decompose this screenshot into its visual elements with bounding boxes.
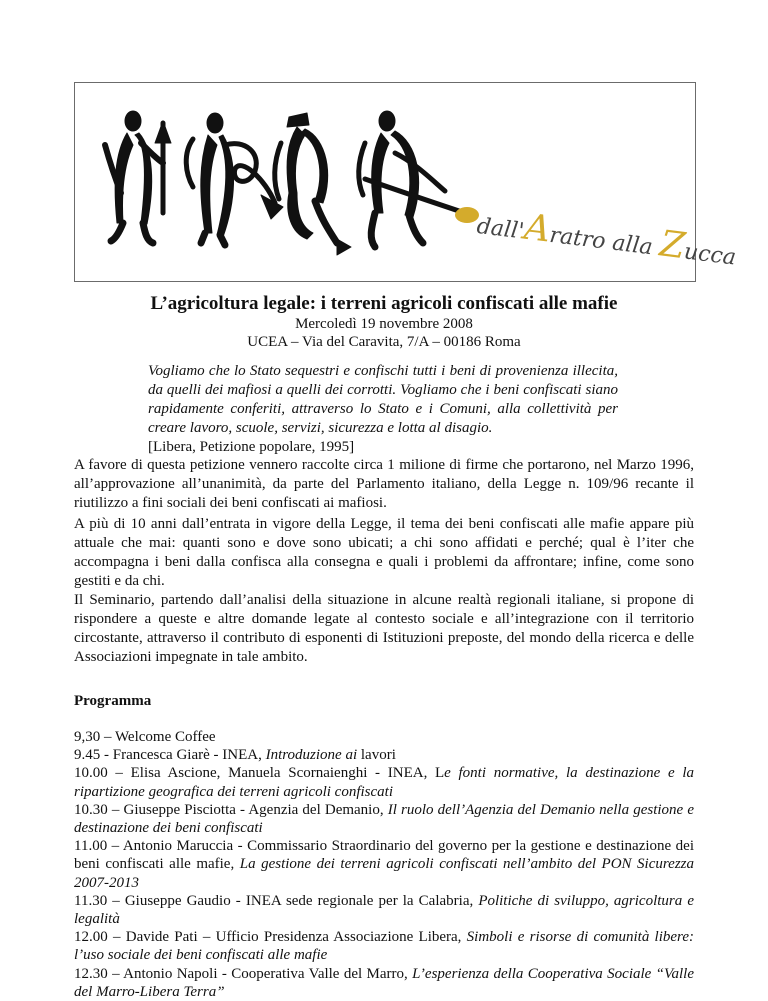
program-item: 11.30 – Giuseppe Gaudio - INEA sede regionale per la Calabria, Politiche di sviluppo, agricoltura e legalità [74,892,694,928]
logo-banner [74,82,738,282]
logo-wordmark: dall'Aratro alla Zucca [475,206,738,271]
paragraph-petition: A favore di questa petizione vennero raccolte circa 1 milione di firme che portarono, nel Marzo 1996, all’approvazione all’unanimità, da parte del Parlamento italiano, della Legge n. 109/96 recante il riutilizzo a fini sociali dei beni confiscati ai mafiosi. [74,457,694,511]
event-venue: UCEA – Via del Caravita, 7/A – 00186 Roma [247,334,521,350]
paragraph-seminar: Il Seminario, partendo dall’analisi della situazione in alcune realtà regionali italiane, si propone di rispondere a queste e altre domande legate al contesto sociale e all’integrazione con il territorio circostante, attraverso il contributo di esponenti di Istituzioni preposte, del mondo della ricerca e delle Associazioni impegnate in tale ambito. [74,592,694,665]
event-title: L’agricoltura legale: i terreni agricoli confiscati alle mafie [150,293,618,314]
program-list [74,728,694,1001]
petition-quote [148,362,618,457]
program-item: 9.45 - Francesca Giarè - INEA, Introduzione ai lavori [74,747,396,764]
quote-text: Vogliamo che lo Stato sequestri e confischi tutti i beni di provenienza illecita, da quelli dei mafiosi a quelli dei corrotti. Vogliamo che i beni confiscati siano rapidamente conferiti, attraverso lo Stato e i Comuni, alla collettività per creare lavoro, scuole, servizi, sicurezza e lotta al disagio. [148,363,618,436]
paragraph-law: A più di 10 anni dall’entrata in vigore della Legge, il tema dei beni confiscati alle mafie appare più attuale che mai: quanti sono e dove sono ubicati; a chi sono affidati e perché; qual è l’iter che accompagna i beni dalla confisca alla consegna e quali i problemi da affrontare; infine, come sono gestiti e da chi. [74,516,694,589]
plough-share-shape [455,207,479,223]
program-item: 9,30 – Welcome Coffee [74,729,216,745]
program-item: 10.00 – Elisa Ascione, Manuela Scornaienghi - INEA, Le fonti normative, la destinazione e la ripartizione geografica dei terreni agricoli confiscati [74,765,695,800]
program-item: 10.30 – Giuseppe Pisciotta - Agenzia del Demanio, Il ruolo dell’Agenzia del Demanio nella gestione e destinazione dei beni confiscati [74,801,694,837]
quote-source: [Libera, Petizione popolare, 1995] [148,439,355,455]
program-item: 12.00 – Davide Pati – Ufficio Presidenza Associazione Libera, Simboli e risorse di comunità libere: l’uso sociale dei beni confiscati alle mafie [74,929,694,964]
program-heading: Programma [74,693,152,709]
program-item: 12.30 – Antonio Napoli - Cooperativa Valle del Marro, L’esperienza della Cooperativa Sociale “Valle del Marro-Libera Terra” [74,965,695,1000]
event-date: Mercoledì 19 novembre 2008 [295,316,473,332]
program-item: 11.00 – Antonio Maruccia - Commissario Straordinario del governo per la gestione e destinazione dei beni confiscati alle mafie, La gestione dei terreni agricoli confiscati nell’ambito del PON Sicurezza 2007-2013 [74,838,694,891]
